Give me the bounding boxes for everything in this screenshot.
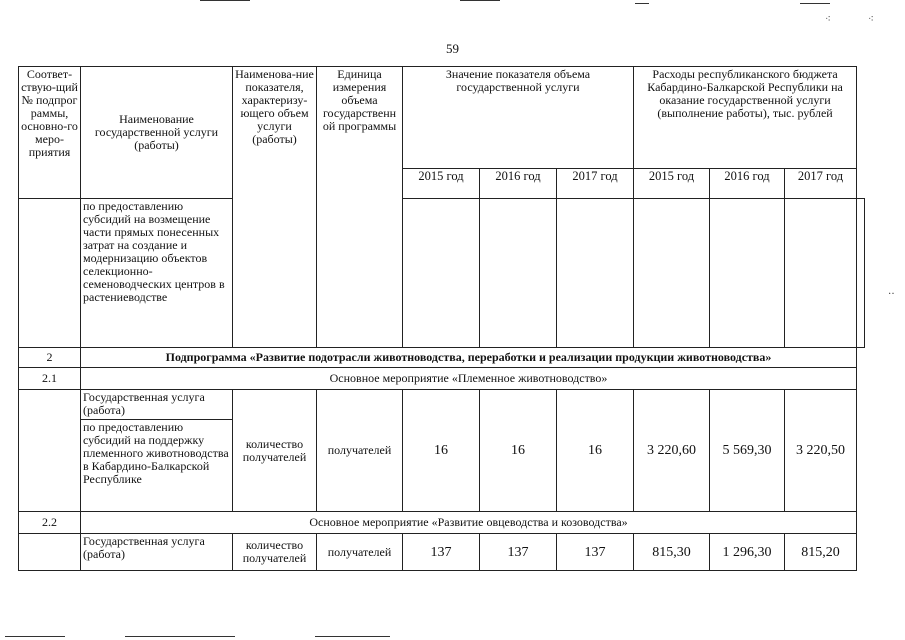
value-cell: 3 220,60 — [634, 390, 710, 512]
header-indicator-label: Наименова-ние показателя, характеризу-ющего объем услуги (работы) — [235, 67, 314, 146]
empty-cell — [785, 199, 857, 348]
header-unit-cell — [317, 67, 403, 348]
header-values-group — [403, 67, 634, 169]
unit-cell: получателей — [317, 390, 403, 512]
year-cell: 2016 год — [480, 169, 557, 199]
empty-cell — [634, 199, 710, 348]
scan-artifact-line — [315, 636, 390, 637]
scan-artifact-line — [800, 3, 830, 4]
activity-title: Основное мероприятие «Племенное животноводство» — [81, 368, 857, 390]
service-row — [19, 534, 865, 571]
service-row-label — [19, 390, 865, 420]
empty-cell — [403, 199, 480, 348]
value-cell: 16 — [403, 390, 480, 512]
value-cell: 815,30 — [634, 534, 710, 571]
scan-speck: ⁖ — [825, 14, 831, 25]
value-cell: 1 296,30 — [710, 534, 785, 571]
header-service-label: Наименование государственной услуги (работы) — [94, 112, 219, 152]
year-cell: 2017 год — [557, 169, 634, 199]
header-expenses-label: Расходы республиканского бюджета Кабардино-Балкарской Республики на оказание государственной услуги (выполнение работы), тыс. рублей — [647, 67, 843, 120]
empty-cell — [19, 199, 81, 348]
scan-speck: ‥ — [888, 286, 895, 297]
continuation-row — [19, 199, 865, 348]
empty-cell — [857, 199, 865, 348]
page-number: 59 — [446, 41, 459, 56]
subprogram-row — [19, 348, 865, 368]
year-cell: 2017 год — [785, 169, 857, 199]
empty-cell — [19, 534, 81, 571]
empty-cell — [480, 199, 557, 348]
value-cell: 5 569,30 — [710, 390, 785, 512]
header-values-label: Значение показателя объема государственной услуги — [445, 67, 591, 94]
scan-artifact-line — [200, 0, 250, 1]
row-num: 2 — [19, 348, 81, 368]
indicator-cell: количество получателей — [233, 390, 317, 512]
header-unit-label: Единица измерения объема государственн ой программы — [322, 67, 397, 133]
service-label: Государственная услуга (работа) — [81, 390, 233, 420]
value-cell: 16 — [557, 390, 634, 512]
value-cell: 16 — [480, 390, 557, 512]
scan-artifact-line — [635, 3, 649, 4]
value-cell: 137 — [480, 534, 557, 571]
header-row — [19, 67, 865, 169]
scan-artifact-line — [5, 636, 65, 637]
subprogram-title: Подпрограмма «Развитие подотрасли животноводства, переработки и реализации продукции животноводства» — [81, 348, 857, 368]
value-cell: 137 — [557, 534, 634, 571]
year-cell: 2016 год — [710, 169, 785, 199]
activity-row — [19, 512, 865, 534]
year-cell: 2015 год — [634, 169, 710, 199]
header-num-cell — [19, 67, 81, 199]
budget-table — [18, 66, 865, 571]
header-service-cell — [81, 67, 233, 199]
header-indicator-cell — [233, 67, 317, 348]
empty-cell — [710, 199, 785, 348]
scan-artifact-line — [460, 0, 500, 1]
value-cell: 137 — [403, 534, 480, 571]
service-label: Государственная услуга (работа) — [81, 534, 233, 571]
row-num: 2.1 — [19, 368, 81, 390]
value-cell: 815,20 — [785, 534, 857, 571]
row-num: 2.2 — [19, 512, 81, 534]
header-num-label: Соответ-ствую-щий № подпрог раммы, основно-го меро-приятия — [21, 67, 78, 159]
indicator-cell: количество получателей — [233, 534, 317, 571]
scan-artifact-line — [125, 636, 235, 637]
unit-cell: получателей — [317, 534, 403, 571]
continuation-text: по предоставлению субсидий на возмещение части прямых понесенных затрат на создание и модернизацию объектов селекционно-семеноводческих центров в растениеводстве — [81, 199, 233, 348]
activity-title: Основное мероприятие «Развитие овцеводства и козоводства» — [81, 512, 857, 534]
service-description: по предоставлению субсидий на поддержку племенного животноводства в Кабардино-Балкарской Республике — [81, 420, 233, 512]
header-expenses-group — [634, 67, 857, 169]
activity-row — [19, 368, 865, 390]
empty-cell — [19, 390, 81, 512]
year-cell: 2015 год — [403, 169, 480, 199]
value-cell: 3 220,50 — [785, 390, 857, 512]
empty-cell — [557, 199, 634, 348]
scan-speck: ⁖ — [868, 14, 874, 25]
